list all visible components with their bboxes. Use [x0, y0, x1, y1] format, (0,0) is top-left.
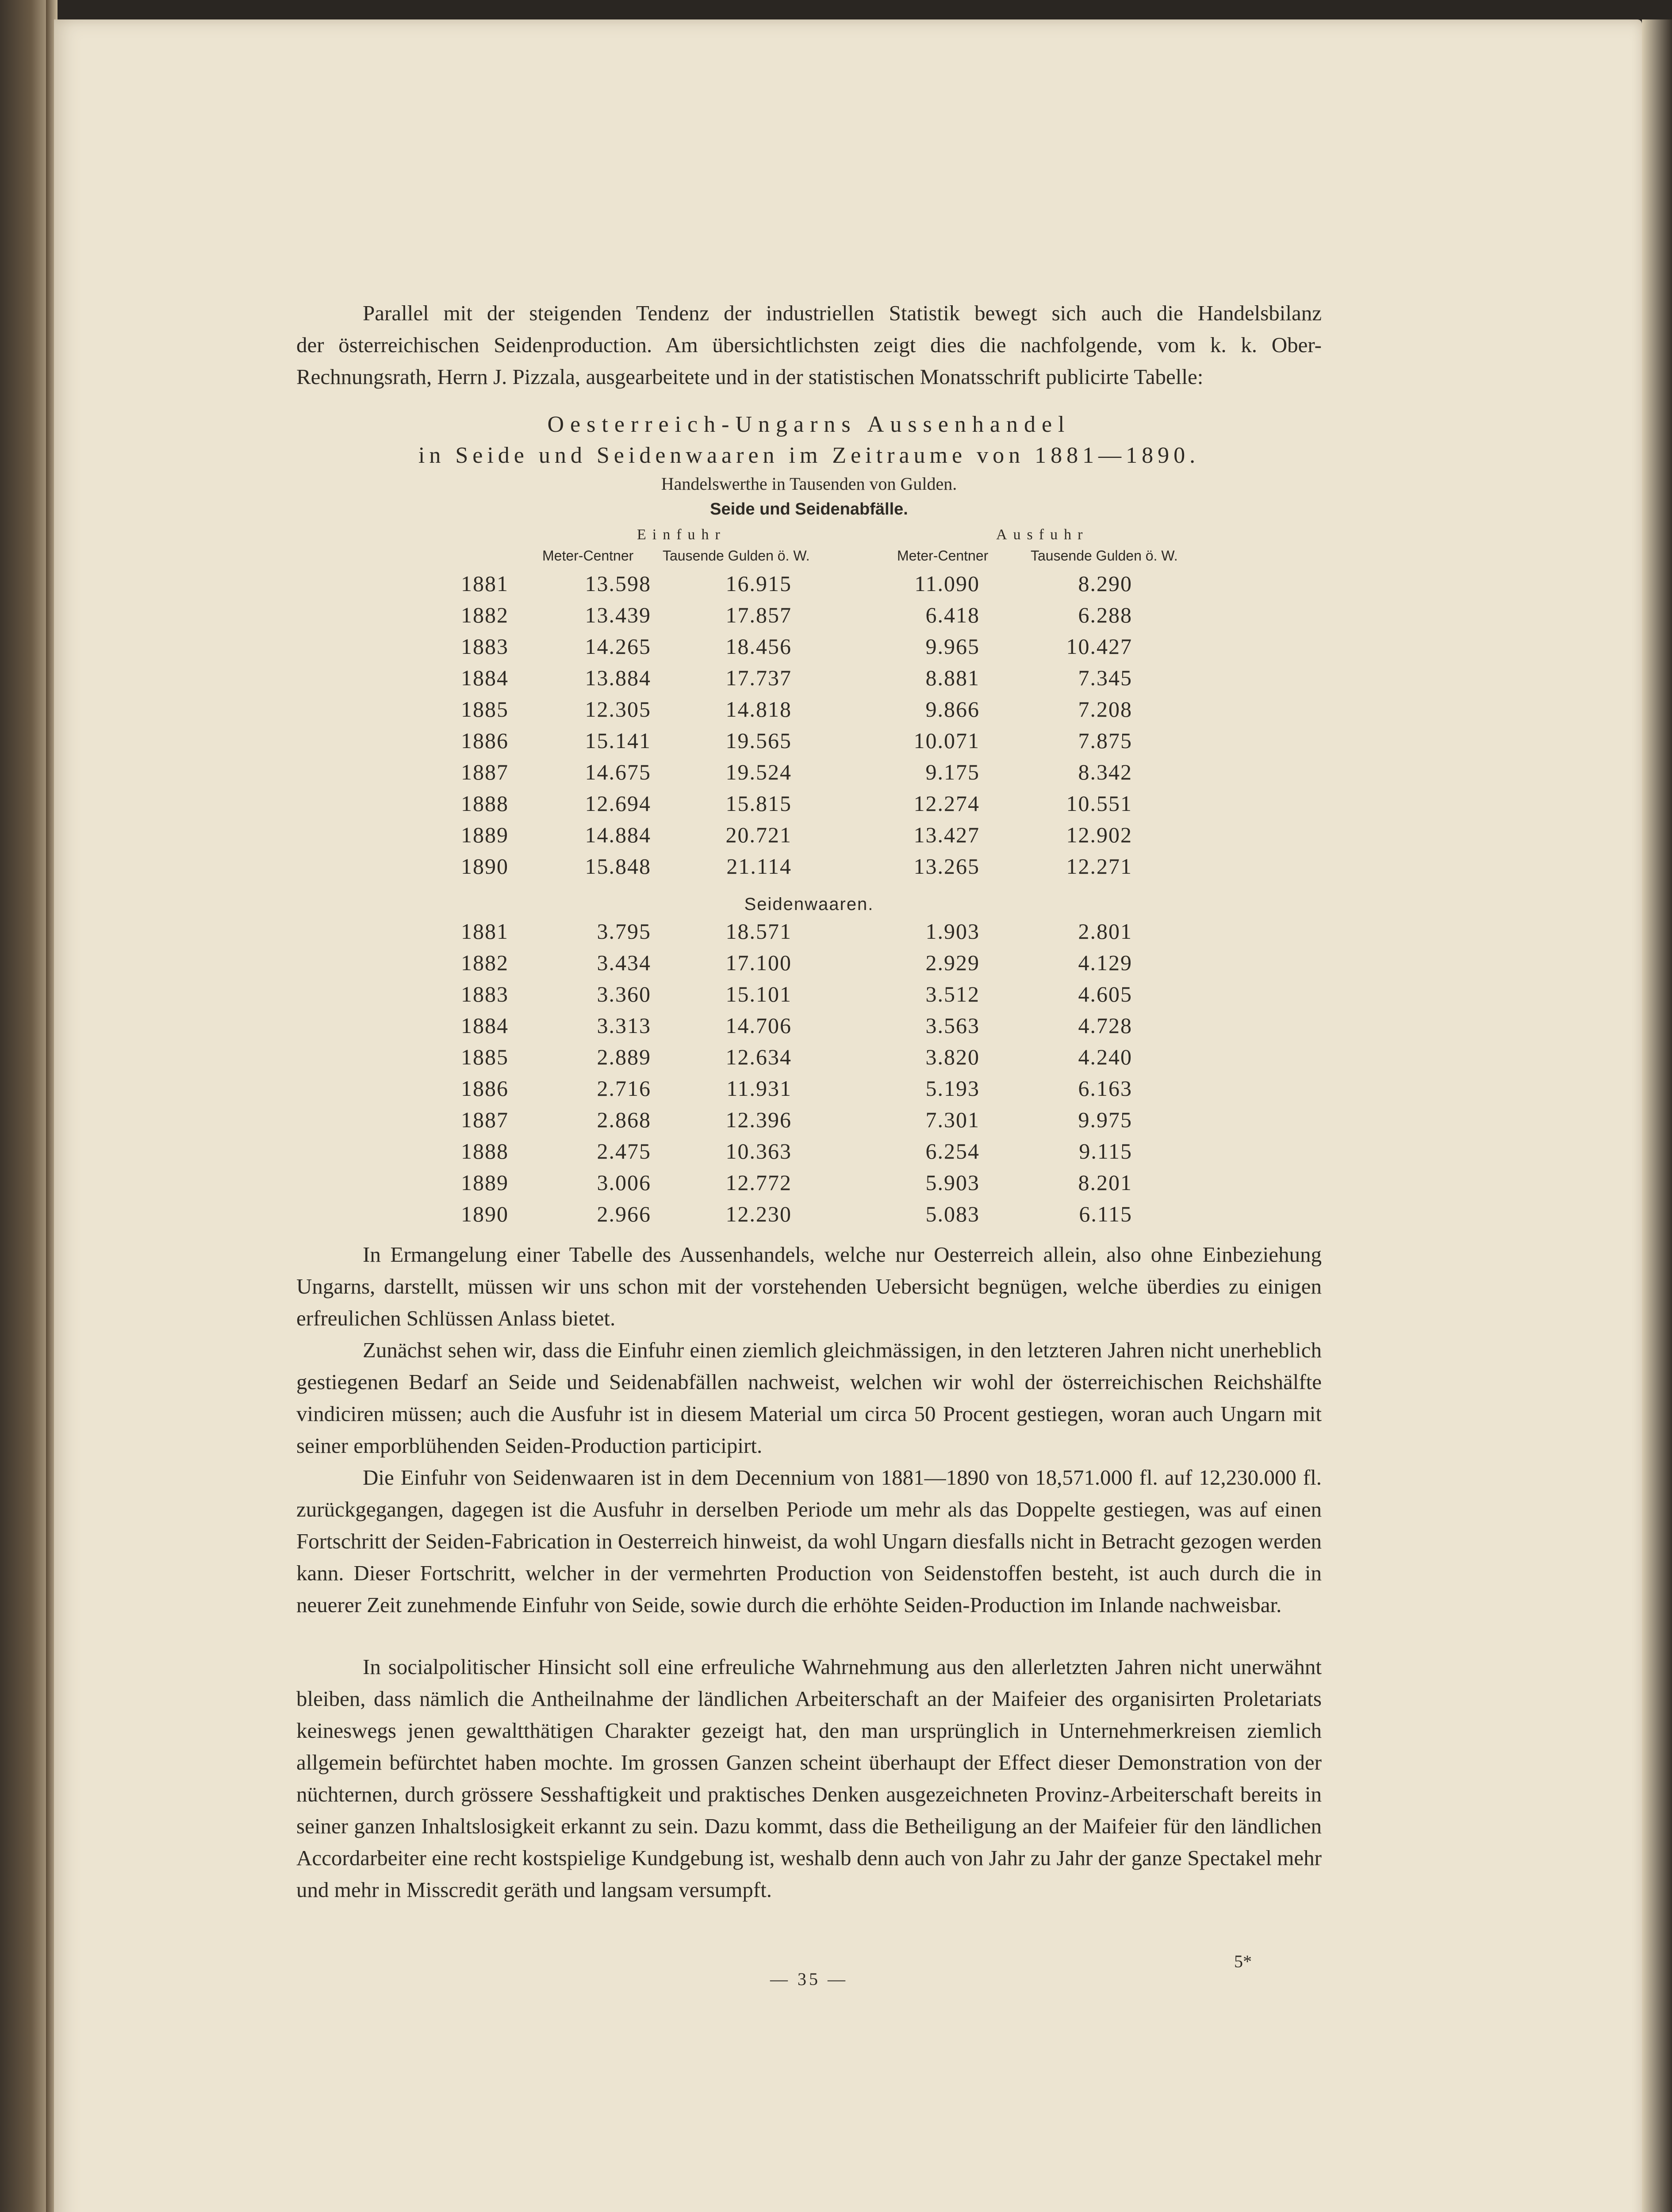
- cell-import-value: 15.101: [725, 982, 792, 1006]
- cell-import-qty: 2.475: [597, 1139, 651, 1164]
- cell-year: 1888: [461, 791, 509, 816]
- cell-import-qty: 3.434: [597, 950, 651, 975]
- page-number: — 35 —: [770, 1969, 848, 1989]
- cell-export-qty: 9.175: [925, 760, 980, 784]
- table-row: [0, 981, 1672, 1012]
- intro-line-2: der österreichischen Seidenproduction. Am übersichtlichsten zeigt dies die nachfolgende, vom k. k. Ober-: [296, 333, 1322, 357]
- table-row: [0, 759, 1672, 790]
- paragraph-1: In Ermangelung einer Tabelle des Aussenhandels, welche nur Oesterreich allein, also ohne Einbeziehung Ungarns, darstellt, müssen wir uns schon mit der vorstehenden Uebersicht begnügen, welche überdies zu einigen erfreulichen Schlüssen Anlass bietet.: [296, 1242, 1322, 1330]
- group-header-import: Einfuhr: [637, 526, 726, 543]
- cell-import-qty: 12.305: [585, 697, 651, 722]
- table-row: [0, 571, 1672, 602]
- cell-import-value: 12.772: [725, 1170, 792, 1195]
- cell-import-qty: 14.884: [585, 822, 651, 847]
- cell-import-value: 17.857: [725, 603, 792, 627]
- table-subtitle: Handelswerthe in Tausenden von Gulden.: [661, 474, 957, 494]
- intro-line-3: Rechnungsrath, Herrn J. Pizzala, ausgearbeitete und in der statistischen Monatsschrift publicirte Tabelle:: [296, 365, 1204, 389]
- table-row: [0, 791, 1672, 822]
- cell-export-qty: 11.090: [914, 571, 980, 596]
- cell-export-value: 10.551: [1066, 791, 1132, 816]
- cell-import-value: 14.706: [725, 1013, 792, 1038]
- section-title-seide: Seide und Seidenabfälle.: [710, 500, 908, 518]
- cell-export-qty: 3.820: [925, 1045, 980, 1069]
- cell-import-value: 19.565: [725, 728, 792, 753]
- cell-export-value: 7.345: [1078, 665, 1132, 690]
- cell-year: 1883: [461, 982, 509, 1006]
- cell-year: 1887: [461, 1107, 509, 1132]
- cell-import-value: 18.456: [725, 634, 792, 659]
- table-row: [0, 822, 1672, 853]
- cell-import-value: 20.721: [725, 822, 792, 847]
- cell-year: 1889: [461, 1170, 509, 1195]
- cell-year: 1885: [461, 697, 509, 722]
- cell-export-value: 6.115: [1079, 1202, 1132, 1226]
- cell-year: 1889: [461, 822, 509, 847]
- cell-import-value: 14.818: [725, 697, 792, 722]
- cell-import-qty: 3.313: [597, 1013, 651, 1038]
- cell-export-value: 4.129: [1078, 950, 1132, 975]
- cell-import-value: 21.114: [726, 854, 792, 879]
- cell-export-value: 9.115: [1079, 1139, 1132, 1164]
- table-row: [0, 728, 1672, 759]
- table-row: [0, 1138, 1672, 1169]
- cell-import-qty: 15.141: [585, 728, 651, 753]
- cell-year: 1883: [461, 634, 509, 659]
- table-row: [0, 1013, 1672, 1044]
- cell-export-value: 12.902: [1066, 822, 1132, 847]
- cell-year: 1887: [461, 760, 509, 784]
- cell-import-qty: 12.694: [585, 791, 651, 816]
- cell-import-value: 10.363: [725, 1139, 792, 1164]
- cell-import-value: 15.815: [725, 791, 792, 816]
- cell-import-qty: 13.439: [585, 603, 651, 627]
- cell-export-qty: 5.083: [925, 1202, 980, 1226]
- cell-import-qty: 3.795: [597, 919, 651, 944]
- cell-export-value: 8.342: [1078, 760, 1132, 784]
- table-row: [0, 1044, 1672, 1075]
- cell-export-qty: 13.427: [913, 822, 980, 847]
- cell-export-qty: 5.903: [925, 1170, 980, 1195]
- cell-year: 1886: [461, 1076, 509, 1101]
- cell-import-value: 18.571: [725, 919, 792, 944]
- table-row: [0, 602, 1672, 633]
- table-row: [0, 950, 1672, 981]
- cell-year: 1890: [461, 1202, 509, 1226]
- cell-year: 1890: [461, 854, 509, 879]
- cell-export-value: 4.605: [1078, 982, 1132, 1006]
- cell-export-value: 8.290: [1078, 571, 1132, 596]
- cell-year: 1881: [461, 571, 509, 596]
- cell-year: 1884: [461, 1013, 509, 1038]
- cell-year: 1884: [461, 665, 509, 690]
- cell-import-qty: 14.675: [585, 760, 651, 784]
- cell-export-qty: 9.866: [925, 697, 980, 722]
- table-row: [0, 665, 1672, 696]
- cell-export-value: 9.975: [1078, 1107, 1132, 1132]
- cell-export-qty: 3.512: [925, 982, 980, 1006]
- cell-export-qty: 8.881: [925, 665, 980, 690]
- table-row: [0, 696, 1672, 727]
- cell-export-value: 8.201: [1078, 1170, 1132, 1195]
- table-title-line-1: Oesterreich-Ungarns Aussenhandel: [547, 412, 1071, 437]
- table-row: [0, 918, 1672, 949]
- section-title-seidenwaaren: Seidenwaaren.: [744, 895, 874, 914]
- cell-import-value: 11.931: [726, 1076, 792, 1101]
- cell-import-value: 12.230: [725, 1202, 792, 1226]
- cell-import-qty: 3.006: [597, 1170, 651, 1195]
- cell-import-qty: 2.966: [597, 1202, 651, 1226]
- signature-mark: 5*: [1234, 1951, 1252, 1971]
- cell-import-value: 16.915: [725, 571, 792, 596]
- col-header-export-value: Tausende Gulden ö. W.: [1031, 548, 1178, 564]
- cell-import-qty: 13.598: [585, 571, 651, 596]
- group-header-export: Ausfuhr: [996, 526, 1089, 543]
- table-row: [0, 1170, 1672, 1201]
- cell-export-qty: 3.563: [925, 1013, 980, 1038]
- cell-year: 1886: [461, 728, 509, 753]
- cell-export-value: 4.240: [1078, 1045, 1132, 1069]
- intro-line-1: Parallel mit der steigenden Tendenz der industriellen Statistik bewegt sich auch die Handelsbilanz: [363, 301, 1322, 325]
- cell-import-qty: 15.848: [585, 854, 651, 879]
- cell-export-value: 12.271: [1066, 854, 1132, 879]
- cell-import-qty: 14.265: [585, 634, 651, 659]
- cell-import-value: 17.100: [725, 950, 792, 975]
- cell-export-qty: 6.418: [925, 603, 980, 627]
- cell-export-value: 6.288: [1078, 603, 1132, 627]
- cell-import-value: 12.396: [725, 1107, 792, 1132]
- cell-export-qty: 12.274: [913, 791, 980, 816]
- cell-import-qty: 13.884: [585, 665, 651, 690]
- cell-export-qty: 9.965: [925, 634, 980, 659]
- cell-export-value: 6.163: [1078, 1076, 1132, 1101]
- cell-import-value: 19.524: [725, 760, 792, 784]
- table-row: [0, 1075, 1672, 1106]
- cell-import-qty: 2.889: [597, 1045, 651, 1069]
- paragraph-4: In socialpolitischer Hinsicht soll eine erfreuliche Wahrnehmung aus den allerletzten Jahren nicht unerwähnt bleiben, dass nämlich die Antheilnahme der ländlichen Arbeiterschaft an der Maifeier des organisirten Proletariats keineswegs jenen gewaltthätigen Charakter gezeigt hat, den man ursprünglich in Unternehmerkreisen ziemlich allgemein befürchtet haben mochte. Im grossen Ganzen scheint überhaupt der Effect dieser Demonstration von der nüchternen, durch grössere Sesshaftigkeit und praktisches Denken ausgezeichneten Provinz-Arbeiterschaft bereits in seiner ganzen Inhaltslosigkeit erkannt zu sein. Dazu kommt, dass die Betheiligung an der Maifeier für den ländlichen Accordarbeiter eine recht kostspielige Kundgebung ist, weshalb denn auch von Jahr zu Jahr der ganze Spectakel mehr und mehr in Misscredit geräth und langsam versumpft.: [296, 1655, 1322, 1902]
- cell-export-value: 7.208: [1078, 697, 1132, 722]
- table-row: [0, 853, 1672, 884]
- cell-year: 1881: [461, 919, 509, 944]
- col-header-export-qty: Meter-Centner: [897, 548, 989, 564]
- cell-export-qty: 10.071: [913, 728, 980, 753]
- col-header-import-value: Tausende Gulden ö. W.: [663, 548, 810, 564]
- cell-export-value: 4.728: [1078, 1013, 1132, 1038]
- cell-export-value: 10.427: [1066, 634, 1132, 659]
- cell-year: 1882: [461, 603, 509, 627]
- cell-export-qty: 2.929: [925, 950, 980, 975]
- cell-export-qty: 1.903: [925, 919, 980, 944]
- table-row: [0, 634, 1672, 664]
- cell-import-value: 17.737: [725, 665, 792, 690]
- paragraph-3: Die Einfuhr von Seidenwaaren ist in dem Decennium von 1881—1890 von 18,571.000 fl. auf 12,230.000 fl. zurückgegangen, dagegen ist die Ausfuhr in derselben Periode um mehr als das Doppelte gestiegen, was auf einen Fortschritt der Seiden-Fabrication in Oesterreich hinweist, da wohl Ungarn diesfalls nicht in Betracht gezogen werden kann. Dieser Fortschritt, welcher in der vermehrten Production von Seidenstoffen besteht, ist auch durch die in neuerer Zeit zunehmende Einfuhr von Seide, sowie durch die erhöhte Seiden-Production im Inlande nachweisbar.: [296, 1465, 1322, 1617]
- table-title-line-2: in Seide und Seidenwaaren im Zeitraume von 1881—1890.: [418, 443, 1200, 468]
- cell-export-qty: 5.193: [925, 1076, 980, 1101]
- cell-import-value: 12.634: [725, 1045, 792, 1069]
- cell-import-qty: 2.716: [597, 1076, 651, 1101]
- paragraph-2: Zunächst sehen wir, dass die Einfuhr einen ziemlich gleichmässigen, in den letzteren Jahren nicht unerheblich gestiegenen Bedarf an Seide und Seidenabfällen nachweist, welchen wir wohl der österreichischen Reichshälfte vindiciren müssen; auch die Ausfuhr ist in diesem Material um circa 50 Procent gestiegen, woran auch Ungarn mit seiner emporblühenden Seiden-Production participirt.: [296, 1338, 1322, 1458]
- cell-export-qty: 13.265: [913, 854, 980, 879]
- cell-year: 1888: [461, 1139, 509, 1164]
- cell-export-value: 2.801: [1078, 919, 1132, 944]
- cell-year: 1882: [461, 950, 509, 975]
- table-row: [0, 1201, 1672, 1232]
- col-header-import-qty: Meter-Centner: [542, 548, 634, 564]
- cell-export-value: 7.875: [1078, 728, 1132, 753]
- cell-import-qty: 2.868: [597, 1107, 651, 1132]
- cell-export-qty: 7.301: [925, 1107, 980, 1132]
- table-row: [0, 1107, 1672, 1138]
- cell-year: 1885: [461, 1045, 509, 1069]
- cell-import-qty: 3.360: [597, 982, 651, 1006]
- cell-export-qty: 6.254: [925, 1139, 980, 1164]
